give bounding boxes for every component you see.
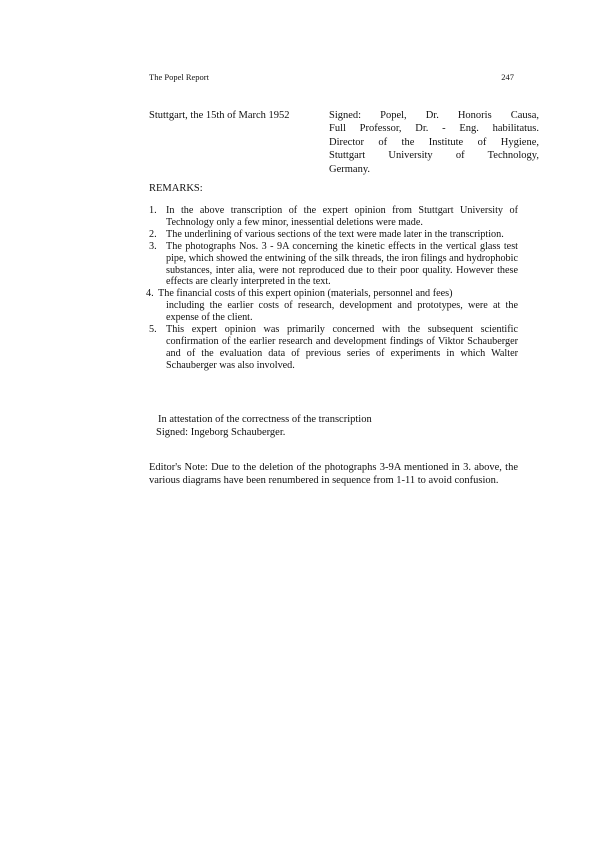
remark-text: The photographs Nos. 3 - 9A concerning the kinetic effects in the vertical glass test pipe, which showed the entwining of the silk threads, the iron filings and hydrophobic substances, inter alia, were not reproduced due to their poor quality. However these effects are clearly interpreted in the text. <box>166 240 518 288</box>
running-head-title: The Popel Report <box>149 72 209 82</box>
attestation-statement: In attestation of the correctness of the transcription <box>158 414 372 425</box>
remark-item <box>149 241 518 289</box>
remark-text: The underlining of various sections of the text were made later in the transcription. <box>166 228 504 240</box>
remark-text-head: The financial costs of this expert opinion (materials, personnel and fees) <box>158 288 453 300</box>
remark-number: 3. <box>149 240 157 252</box>
attestation-signature: Signed: Ingeborg Schauberger. <box>156 427 286 438</box>
remark-item <box>149 324 518 372</box>
remark-text: This expert opinion was primarily concerned with the subsequent scientific confirmation of the earlier research and development findings of Viktor Schauberger and of the evaluation data of previous series of experiments in which Walter Schauberger was also involved. <box>166 324 518 371</box>
remark-text: In the above transcription of the expert opinion from Stuttgart University of Technology only a few minor, inessential deletions were made. <box>166 205 518 228</box>
remarks-list <box>146 205 518 372</box>
remark-number: 4. <box>146 288 154 300</box>
remark-item <box>149 205 518 229</box>
remark-number: 5. <box>149 324 157 336</box>
signatory-line: Full Professor, Dr. - Eng. habilitatus. <box>329 123 539 135</box>
signatory-line: Director of the Institute of Hygiene, <box>329 136 539 148</box>
remarks-heading: REMARKS: <box>149 183 203 194</box>
signatory-line: Signed: Popel, Dr. Honoris Causa, <box>329 110 539 121</box>
place-date: Stuttgart, the 15th of March 1952 <box>149 110 290 121</box>
attestation <box>158 413 372 439</box>
editors-note: Editor's Note: Due to the deletion of the photographs 3-9A mentioned in 3. above, the various diagrams have been renumbered in sequence from 1-11 to avoid confusion. <box>149 462 518 487</box>
signatory-line: Germany. <box>329 163 371 175</box>
page-number: 247 <box>501 72 514 82</box>
remark-text: including the earlier costs of research, development and prototypes, were at the expense of the client. <box>166 300 518 324</box>
remark-item <box>149 229 518 241</box>
remark-item <box>146 288 518 324</box>
signatory-line: Stuttgart University of Technology, <box>329 150 539 162</box>
remark-number: 2. <box>149 228 157 240</box>
running-head <box>149 72 514 82</box>
signatory <box>329 109 539 176</box>
remark-number: 1. <box>149 205 157 216</box>
